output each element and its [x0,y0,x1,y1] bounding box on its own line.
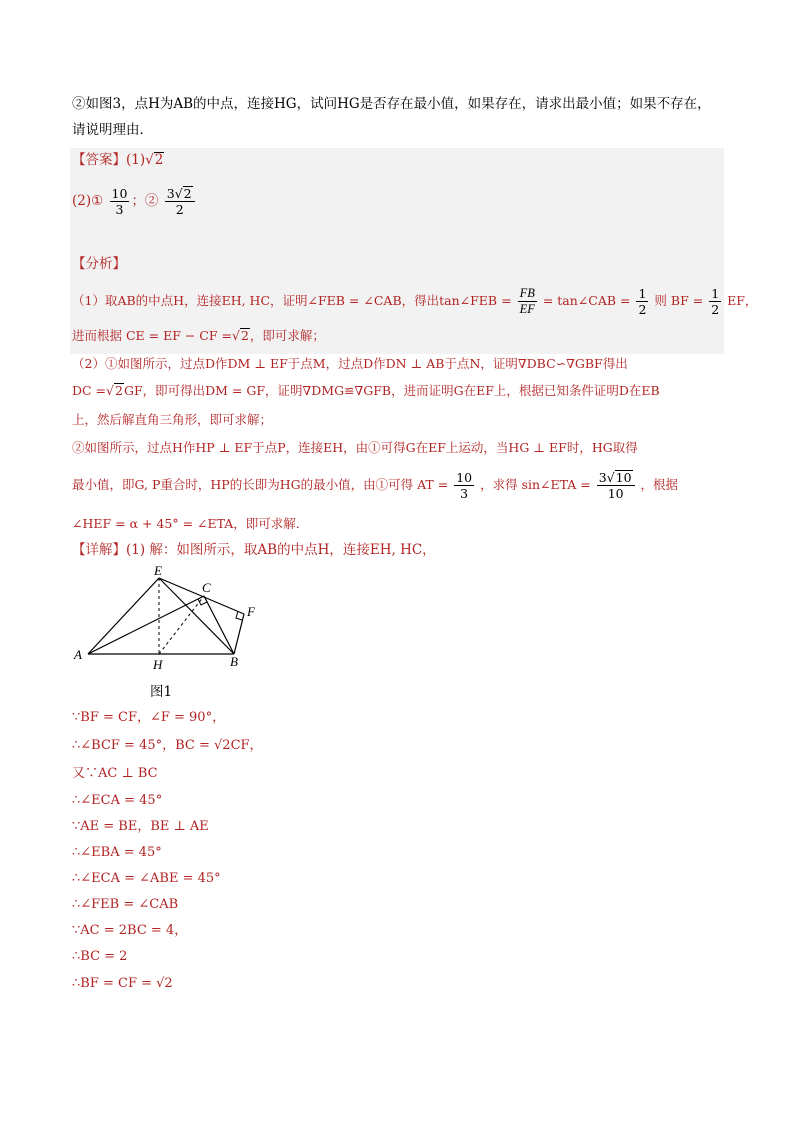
segment-ac [88,596,204,654]
detail-step: 又∵AC ⊥ BC [72,766,158,781]
detail-intro: 【详解】(1) 解：如图所示，取AB的中点H，连接EH, HC， [72,542,436,558]
analysis-line-4: DC =√2GF，即可得出DM = GF，证明∇DMG≌∇GFB，进而证明G在EF上，根据已知条件证明D在EB [72,383,660,398]
segment-eb [159,578,234,654]
label-h: H [153,657,163,672]
answer-line-2: (2)① $\frac{10}{3}$ ；② $\frac{3√2}{2}$ [72,186,197,217]
analysis-line-2: 进而根据 CE = EF − CF =√2，即可求解； [72,328,325,343]
answer-part2-fraction: $\frac{10}{3}$ [111,186,128,217]
analysis-line-8: ∠HEF = α + 45° = ∠ETA，即可求解． [72,516,309,531]
figure-1 [64,566,264,696]
answer-line-1: 【答案】(1)√2 [72,152,164,168]
detail-step: ∵AE = BE，BE ⊥ AE [72,819,209,834]
detail-step: ∵BF = CF，∠F = 90°， [72,710,226,725]
detail-step: ∴∠ECA = ∠ABE = 45° [72,871,221,886]
question-line-2: 请说明理由． [72,122,153,138]
detail-label: 【详解】 [72,542,126,558]
answer-shade [70,148,724,354]
figure-caption: 图1 [150,684,173,700]
label-a: A [74,647,82,662]
segment-cb [204,596,234,654]
analysis-line-3: （2）①如图所示，过点D作DM ⊥ EF于点M，过点D作DN ⊥ AB于点N，证明∇DBC∽∇GBF得出 [72,356,628,371]
answer-label: 【答案】 [72,152,126,168]
label-c: C [202,580,211,595]
label-e: E [154,566,162,578]
answer-part1-radicand: 2 [154,152,164,168]
detail-step: ∴BF = CF = √2 [72,976,173,991]
detail-step: ∴∠ECA = 45° [72,793,163,808]
segment-hc-dashed [159,596,204,654]
label-f: F [247,604,255,619]
detail-step: ∴∠FEB = ∠CAB [72,897,179,912]
detail-step: ∵AC = 2BC = 4， [72,923,188,938]
detail-step: ∴∠BCF = 45°，BC = √2CF， [72,738,263,753]
analysis-line-6: ②如图所示，过点H作HP ⊥ EF于点P，连接EH，由①可得G在EF上运动，当HG ⊥ EF时，HG取得 [72,440,638,455]
analysis-line-5: 上，然后解直角三角形，即可求解； [72,412,273,427]
answer-part2-b-fraction: $\frac{3√2}{2}$ [165,186,195,217]
analysis-label: 【分析】 [72,256,126,272]
detail-step: ∴BC = 2 [72,949,128,964]
label-b: B [230,654,238,669]
analysis-line-7: 最小值，即G, P重合时，HP的长即为HG的最小值，由①可得 AT = $\frac{10}{3}$ ，求得 sin∠ETA = $\frac{3√10}{10}$ ，根据 [72,470,679,501]
segment-ae [88,578,159,654]
question-line-1: ②如图3，点H为AB的中点，连接HG，试问HG是否存在最小值，如果存在，请求出最小值；如果不存在， [72,96,711,112]
segment-fb [234,614,244,654]
analysis-line-1: （1）取AB的中点H，连接EH, HC，证明∠FEB = ∠CAB，得出tan∠FEB = $\frac{FB}{EF}$ = tan∠CAB = $\frac{1}{2}$ 则 BF = $\frac{1}{2}$ EF， [72,286,758,317]
detail-step: ∴∠EBA = 45° [72,845,162,860]
